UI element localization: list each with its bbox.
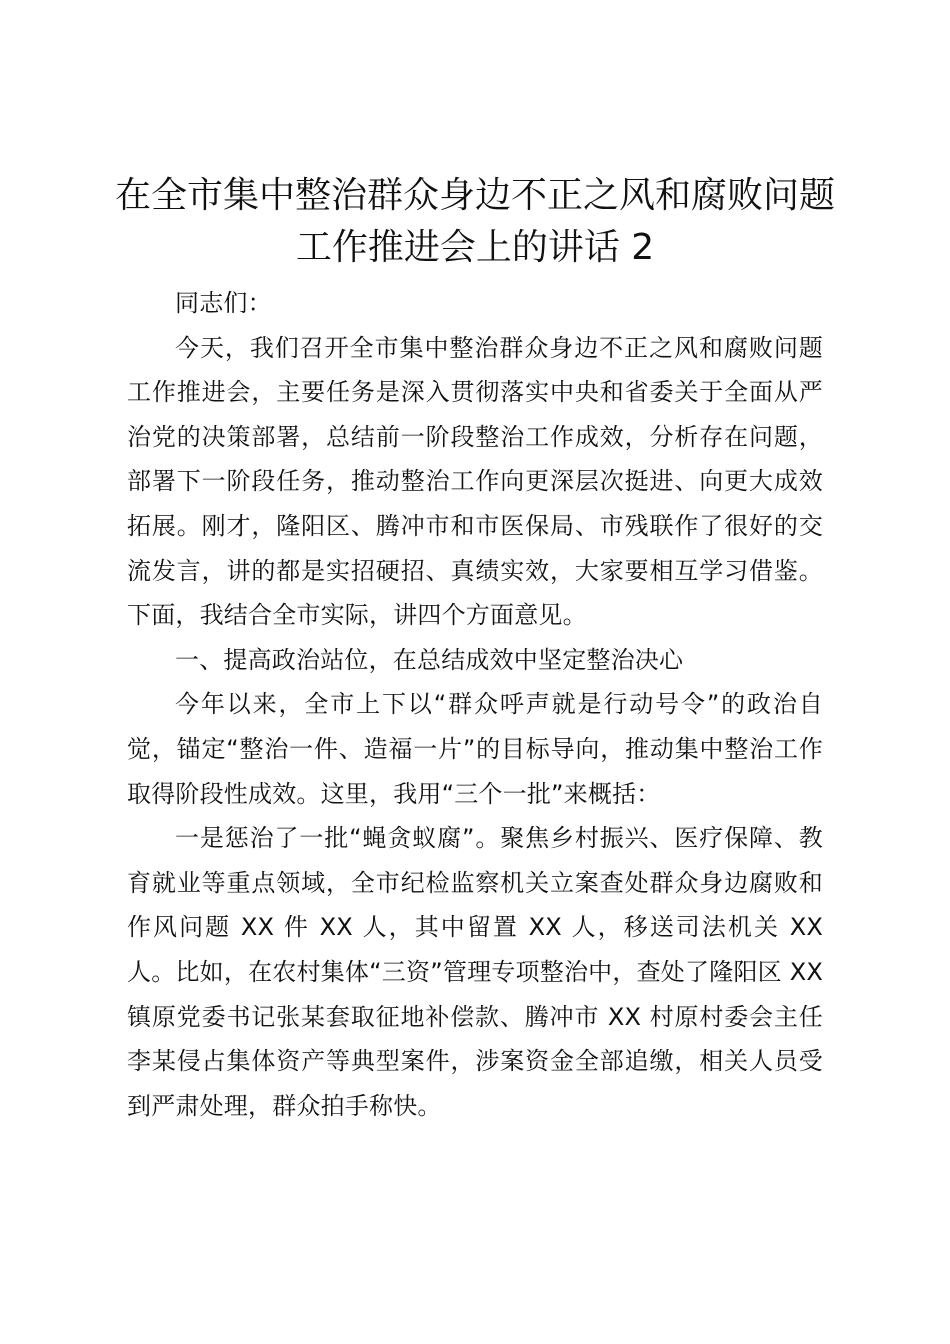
document-body	[127, 281, 823, 1128]
section-heading: 一、提高政治站位，在总结成效中坚定整治决心	[175, 645, 684, 674]
greeting: 同志们：	[175, 289, 272, 317]
section-paragraph: 今年以来，全市上下以“群众呼声就是行动号令”的政治自觉，锚定“整治一件、造福一片”的目标导向，推动集中整治工作取得阶段性成效。这里，我用“三个一批”来概括：	[127, 690, 823, 808]
document-title	[100, 170, 850, 274]
title-line-1: 在全市集中整治群众身边不正之风和腐败问题	[114, 175, 835, 216]
opening-paragraph: 今天，我们召开全市集中整治群众身边不正之风和腐败问题工作推进会，主要任务是深入贯彻落实中央和省委关于全面从严治党的决策部署，总结前一阶段整治工作成效，分析存在问题，部署下一阶段任务，推动整治工作向更深层次挺进、向更大成效拓展。刚才，隆阳区、腾冲市和市医保局、市残联作了很好的交流发言，讲的都是实招硬招、真绩实效，大家要相互学习借鉴。下面，我结合全市实际，讲四个方面意见。	[127, 333, 823, 630]
title-line-2: 工作推进会上的讲话 2	[295, 227, 655, 268]
section-paragraph: 一是惩治了一批“蝇贪蚁腐”。聚焦乡村振兴、医疗保障、教育就业等重点领域，全市纪检监察机关立案查处群众身边腐败和作风问题 XX 件 XX 人，其中留置 XX 人，移送司法机关 XX 人。比如，在农村集体“三资”管理专项整治中，查处了隆阳区 XX 镇原党委书记张某套取征地补偿款、腾冲市 XX 村原村委会主任李某侵占集体资产等典型案件，涉案资金全部追缴，相关人员受到严肃处理，群众拍手称快。	[127, 824, 823, 1120]
